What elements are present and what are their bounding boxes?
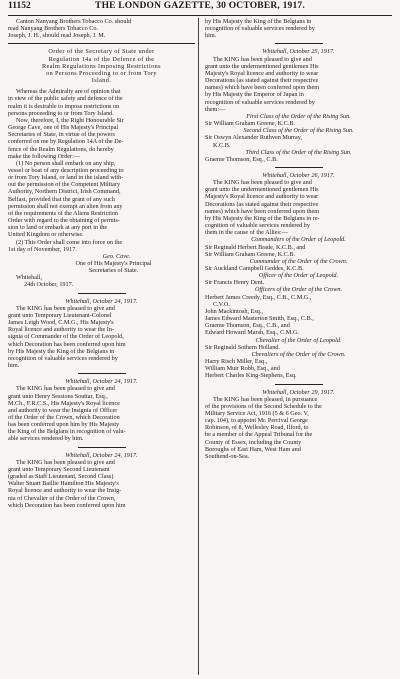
order-class-heading: Officer of the Order of Leopold. xyxy=(258,272,339,280)
paragraph-line: Authority, Northern District, Irish Command, xyxy=(8,188,121,196)
order-class-heading: First Class of the Order of the Rising Sun. xyxy=(246,112,351,120)
order-title xyxy=(8,48,195,84)
paragraph-line: grant unto Temporary Lieutenant-Colonel xyxy=(8,311,112,319)
paragraph-line: Secretaries of State, in virtue of the powers xyxy=(8,131,115,139)
honoree-name: James Edward Masterton Smith, Esq., C.B., xyxy=(205,315,314,323)
honoree-name: Sir Francis Henry Dent. xyxy=(205,279,265,287)
paragraph-line: (graded as Staff Lieutenant, Second Class) xyxy=(8,473,114,481)
dateline: Whitehall, October 25, 1917. xyxy=(262,48,335,56)
order-title-line: Island. xyxy=(91,77,112,85)
signature-role: One of His Majesty's Principal xyxy=(75,260,152,267)
paragraph-line: Whereas the Admiralty are of opinion that xyxy=(16,88,121,96)
paragraph-line: Decorations (as stated against their respective xyxy=(205,200,319,208)
paragraph-line: them in the cause of the Allies:— xyxy=(205,229,288,237)
order-whereas-paragraph xyxy=(8,88,195,117)
paragraph-line: in view of the public safety and defence of the xyxy=(8,95,123,103)
paragraph-line: able services rendered by him. xyxy=(8,435,84,443)
paragraph-line: of the Order of the Crown, which Decoration xyxy=(8,413,120,421)
paragraph-line: grant unto the undermentioned gentlemen His xyxy=(205,62,319,70)
dateline: Whitehall, October 24, 1917. xyxy=(65,297,138,305)
honoree-name: Edward Howard Marsh, Esq., C.M.G. xyxy=(205,329,299,337)
paragraph-line: grant unto Temporary Second Lieutenant xyxy=(8,465,110,473)
corrigendum-line: Joseph, J. H., should read Joseph, J. M. xyxy=(8,32,106,40)
paragraph-line: permission shall not exempt an alien from any xyxy=(8,202,123,210)
honoree-name: Harry Risch Miller, Esq., xyxy=(205,358,268,366)
notice-hamilton xyxy=(8,452,195,509)
paragraph-line: names) which have been conferred upon them xyxy=(205,84,320,92)
section-rule xyxy=(275,167,323,168)
order-class-heading: Third Class of the Order of the Rising Sun. xyxy=(245,148,352,156)
paragraph-line: (2) This Order shall come into force on the xyxy=(16,238,123,246)
paragraph-line: grant unto the undermentioned gentlemen His xyxy=(205,186,319,194)
section-rule xyxy=(275,43,323,44)
order-title-line: Order of the Secretary of State under xyxy=(48,48,155,56)
paragraph-line: The KING has been pleased, in pursuance xyxy=(213,395,318,403)
honoree-name: Herbert James Creedy, Esq., C.B., C.M.G., xyxy=(205,293,312,301)
paragraph-line: Royal licence and authority to wear the Insig- xyxy=(8,487,122,495)
honoree-name: Graeme Thomson, Esq., C.B. xyxy=(205,155,278,163)
place-date: 24th October, 1917. xyxy=(24,281,74,289)
honoree-name: Herbert Charles King-Stephens, Esq. xyxy=(205,372,297,380)
paragraph-line: grant unto Henry Sessions Souttar, Esq., xyxy=(8,392,108,400)
notice-rising-sun xyxy=(205,48,392,163)
paragraph-line: Belfast, provided that the grant of any such xyxy=(8,195,115,203)
paragraph-line: sion to land or embark at any port in the xyxy=(8,224,108,232)
dateline: Whitehall, October 29, 1917. xyxy=(262,388,335,396)
paragraph-line: Order with regard to the obtaining of permis- xyxy=(8,217,120,225)
paragraph-line: make the following Order:— xyxy=(8,152,80,160)
paragraph-line: United Kingdom or otherwise. xyxy=(8,231,84,239)
paragraph-line: The KING has been pleased to give and xyxy=(16,458,115,466)
paragraph-line: and authority to wear the Insignia of Officer xyxy=(8,406,118,414)
section-rule xyxy=(78,373,126,374)
paragraph-line: Royal licence and authority to wear the In- xyxy=(8,326,115,334)
paragraph-line: by His Majesty the King of the Belgians in re- xyxy=(205,214,320,222)
section-rule xyxy=(8,43,195,44)
left-column xyxy=(8,18,195,509)
paragraph-line: which Decoration has been conferred upon him xyxy=(8,501,126,509)
order-title-line: on Persons Proceeding to or from Tory xyxy=(46,69,157,77)
honoree-name: K.C.B. xyxy=(213,141,231,149)
paragraph-line: recognition of valuable services rendered by xyxy=(8,354,118,362)
paragraph-line: of the provisions of the Second Schedule to the xyxy=(205,402,322,410)
gazette-title: THE LONDON GAZETTE, 30 OCTOBER, 1917. xyxy=(95,1,305,11)
paragraph-line: Walter Stuart Baillie Hamilton His Majesty's xyxy=(8,480,119,488)
paragraph-line: has been conferred upon him by His Majesty xyxy=(8,421,120,429)
paragraph-line: The KING has been pleased to give and xyxy=(213,55,312,63)
order-class-heading: Chevaliers of the Order of the Crown. xyxy=(251,350,346,358)
honoree-name: Sir William Graham Greene, K.C.B. xyxy=(205,120,296,128)
paragraph-line: The KING has been pleased to give and xyxy=(16,385,115,393)
honoree-name: John Mackintosh, Esq., xyxy=(205,307,263,315)
paragraph-line: James Leigh Wood, C.M.G., His Majesty's xyxy=(8,319,114,327)
order-signature xyxy=(8,253,195,289)
column-divider xyxy=(198,18,199,675)
notice-belgian-decorations xyxy=(205,172,392,380)
corrigenda xyxy=(8,18,195,39)
paragraph-line: him. xyxy=(205,32,217,40)
right-column xyxy=(205,18,392,460)
paragraph-line: Southend-on-Sea. xyxy=(205,452,250,460)
paragraph-line: Boroughs of East Ham, West Ham and xyxy=(205,445,301,453)
dateline: Whitehall, October 26, 1917. xyxy=(262,171,335,179)
paragraph-line: nia of Chevalier of the Order of the Crown, xyxy=(8,494,116,502)
signature-role: Secretaries of State. xyxy=(88,267,139,275)
page-number: 11152 xyxy=(8,1,31,11)
paragraph-line: vessel or boat of any description proceeding to xyxy=(8,166,124,174)
paragraph-line: by His Majesty the King of the Belgians in xyxy=(205,18,312,25)
paragraph-line: persons proceeding to or from Tory Island. xyxy=(8,109,114,117)
paragraph-line: signia of Commander of the Order of Leopold, xyxy=(8,333,124,341)
paragraph-line: realm it is desirable to impose restrictions on xyxy=(8,102,120,110)
notice-hamilton-continuation xyxy=(205,18,392,39)
honoree-name: Sir William Graham Greene, K.C.B. xyxy=(205,250,296,258)
paragraph-line: 1st day of November, 1917. xyxy=(8,245,77,253)
paragraph-line: County of Essex, including the County xyxy=(205,438,302,446)
signature-name: Geo. Cave. xyxy=(102,252,131,260)
paragraph-line: be a member of the Appeal Tribunal for the xyxy=(205,431,313,439)
notice-souttar xyxy=(8,378,195,442)
honoree-name: William Muir Robb, Esq., and xyxy=(205,365,280,373)
dateline: Whitehall, October 24, 1917. xyxy=(65,451,138,459)
paragraph-line: recognition of valuable services rendered by xyxy=(205,98,315,106)
corrigendum-line: read Nanyang Brothers Tobacco Co. xyxy=(8,25,99,33)
honoree-name: Sir Reginald Sothern Holland. xyxy=(205,343,280,351)
honoree-name: C.V.O. xyxy=(213,300,230,308)
paragraph-line: out the permission of the Competent Military xyxy=(8,181,121,189)
order-title-line: Regulation 14a of the Defence of the xyxy=(48,55,155,63)
order-class-heading: Chevalier of the Order of Leopold. xyxy=(255,336,342,344)
paragraph-line: Robinson, of 8, Wellesley Road, Ilford, to xyxy=(205,424,309,432)
paragraph-line: of the requirements of the Aliens Restriction xyxy=(8,209,118,217)
paragraph-line: which Decoration has been conferred upon him xyxy=(8,340,126,348)
paragraph-line: M.Ch., F.R.C.S., His Majesty's Royal licence xyxy=(8,399,120,407)
section-rule xyxy=(275,384,323,385)
order-item-2 xyxy=(8,239,195,253)
honoree-name: Graeme Thomson, Esq., C.B., and xyxy=(205,322,290,330)
notice-appeal-tribunal xyxy=(205,389,392,461)
page-header xyxy=(8,3,392,16)
paragraph-line: cognition of valuable services rendered by xyxy=(205,222,310,230)
corrigendum-line: Canton Nanyang Brothers Tobacco Co. should xyxy=(16,18,132,25)
place-line: Whitehall, xyxy=(16,274,42,282)
order-now-paragraph xyxy=(8,117,195,160)
honoree-name: Sir Reginald Herbert Brade, K.C.B., and xyxy=(205,243,306,251)
honoree-name: Sir Oswyn Alexander Ruthven Murray, xyxy=(205,134,303,142)
paragraph-line: George Cave, one of His Majesty's Principal xyxy=(8,124,119,132)
paragraph-line: by His Majesty the Emperor of Japan in xyxy=(205,91,304,99)
paragraph-line: or from Tory Island, or land in the island with- xyxy=(8,174,124,182)
paragraph-line: recognition of valuable services rendered by xyxy=(205,25,315,33)
paragraph-line: Majesty's Royal licence and authority to wear xyxy=(205,69,319,77)
order-item-1 xyxy=(8,160,195,239)
honoree-name: Sir Auckland Campbell Geddes, K.C.B. xyxy=(205,265,304,272)
paragraph-line: them:— xyxy=(205,105,226,113)
order-class-heading: Commander of the Order of the Crown. xyxy=(249,257,348,265)
section-rule xyxy=(78,447,126,448)
paragraph-line: names) which have been conferred upon them xyxy=(205,207,320,215)
paragraph-line: fence of the Realm Regulations, do hereby xyxy=(8,145,114,153)
notice-wood xyxy=(8,298,195,370)
order-class-heading: Second Class of the Order of the Rising Sun. xyxy=(243,127,354,135)
paragraph-line: him. xyxy=(8,362,20,370)
paragraph-line: The KING has been pleased to give and xyxy=(213,179,312,187)
paragraph-line: The KING has been pleased to give and xyxy=(16,304,115,312)
paragraph-line: Decorations (as stated against their respective xyxy=(205,77,319,85)
paragraph-line: Majesty's Royal licence and authority to wear xyxy=(205,193,319,201)
order-class-heading: Officers of the Order of the Crown. xyxy=(254,286,343,294)
order-class-heading: Commanders of the Order of Leopold. xyxy=(251,236,346,244)
dateline: Whitehall, October 24, 1917. xyxy=(65,378,138,386)
paragraph-line: conferred on me by Regulation 14A of the De- xyxy=(8,138,124,146)
paragraph-line: (1) No person shall embark on any ship, xyxy=(16,159,116,167)
order-title-line: Realm Regulations Imposing Restrictions xyxy=(42,62,161,70)
paragraph-line: the King of the Belgians in recognition of valu- xyxy=(8,428,126,436)
paragraph-line: cap. 104), to appoint Mr. Percival George xyxy=(205,417,308,425)
paragraph-line: Military Service Act, 1916 (5 & 6 Geo. V, xyxy=(205,409,309,417)
paragraph-line: Now, therefore, I, the Right Honourable Sir xyxy=(16,116,124,124)
paragraph-line: by His Majesty the King of the Belgians in xyxy=(8,347,115,355)
section-rule xyxy=(78,293,126,294)
